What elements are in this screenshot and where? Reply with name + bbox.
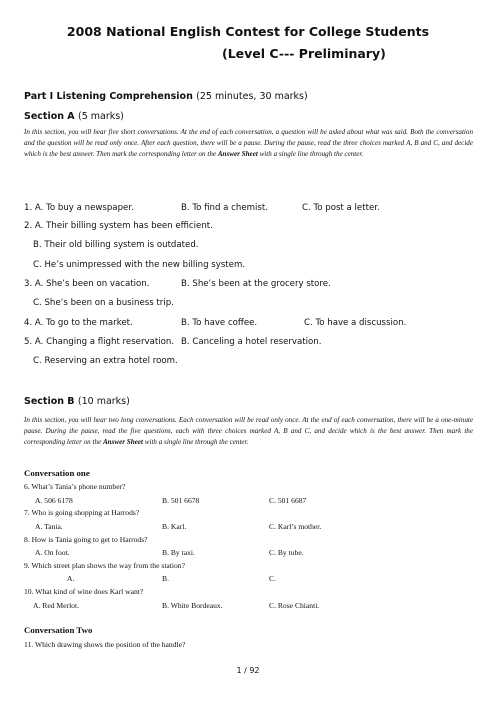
- q8-option-b: B. By taxi.: [162, 548, 195, 557]
- q6-option-b: B. 501 6678: [162, 496, 200, 505]
- document-title: 2008 National English Contest for College Students: [66, 24, 430, 39]
- q9-option-c: C.: [269, 574, 276, 583]
- q10-option-c: C. Rose Chianti.: [269, 601, 320, 610]
- q2-option-b: B. Their old billing system is outdated.: [33, 240, 199, 250]
- q11-question: 11. Which drawing shows the position of the handle?: [24, 640, 186, 649]
- q10-option-b: B. White Bordeaux.: [162, 601, 223, 610]
- q10-option-a: A. Red Merlot.: [33, 601, 79, 610]
- q1-option-a: 1. A. To buy a newspaper.: [24, 203, 134, 213]
- q6-option-a: A. 506 6178: [35, 496, 73, 505]
- part-heading: [24, 91, 308, 102]
- section-a-instructions: In this section, you will hear five short conversations. At the end of each conversation, a question will be asked about what was said. Both the conversation and the question will be read only once. After each question, there will be a pause. During the pause, read the three choices marked A, B and C, and decide which is the best answer. Then mark the corresponding letter on the Answer Sheet with a single line through the center.: [24, 128, 473, 159]
- q7-option-c: C. Karl’s mother.: [269, 522, 322, 531]
- q3-option-c: C. She’s been on a business trip.: [33, 298, 174, 308]
- q7-option-a: A. Tania.: [35, 522, 63, 531]
- section-b-marks: (10 marks): [77, 396, 130, 407]
- q9-option-b: B.: [162, 574, 169, 583]
- q1-option-c: C. To post a letter.: [302, 203, 380, 213]
- section-a-marks: (5 marks): [77, 111, 124, 122]
- answer-sheet-label: Answer Sheet: [102, 438, 143, 447]
- q9-option-a: A.: [67, 574, 75, 583]
- section-b-heading: [24, 396, 130, 407]
- q4-option-c: C. To have a discussion.: [304, 318, 407, 328]
- q6-option-c: C. 501 6687: [269, 496, 307, 505]
- conversation-two-heading: Conversation Two: [24, 625, 93, 635]
- q10-question: 10. What kind of wine does Karl want?: [24, 587, 144, 596]
- q5-option-b: B. Canceling a hotel reservation.: [181, 337, 322, 347]
- q5-option-a: 5. A. Changing a flight reservation.: [24, 337, 175, 347]
- section-a-title: Section A: [24, 111, 75, 122]
- conversation-one-heading: Conversation one: [24, 468, 90, 478]
- q4-option-b: B. To have coffee.: [181, 318, 258, 328]
- part-heading-title: Part I Listening Comprehension: [24, 91, 193, 102]
- q3-option-b: B. She’s been at the grocery store.: [181, 279, 331, 289]
- q2-option-c: C. He’s unimpressed with the new billing system.: [33, 260, 246, 270]
- section-b-title: Section B: [24, 396, 75, 407]
- q7-question: 7. Who is going shopping at Harrods?: [24, 508, 140, 517]
- q4-option-a: 4. A. To go to the market.: [24, 318, 133, 328]
- q2-option-a: 2. A. Their billing system has been efficient.: [24, 221, 213, 231]
- document-subtitle: (Level C--- Preliminary): [222, 46, 386, 61]
- page-number: 1 / 92: [236, 666, 260, 675]
- q5-option-c: C. Reserving an extra hotel room.: [33, 356, 178, 366]
- q8-option-a: A. On foot.: [35, 548, 70, 557]
- q8-option-c: C. By tube.: [269, 548, 304, 557]
- q3-option-a: 3. A. She’s been on vacation.: [24, 279, 150, 289]
- q1-option-b: B. To find a chemist.: [181, 203, 268, 213]
- q8-question: 8. How is Tania going to get to Harrods?: [24, 535, 148, 544]
- q6-question: 6. What’s Tania’s phone number?: [24, 482, 126, 491]
- section-a-heading: [24, 111, 124, 122]
- q7-option-b: B. Karl.: [162, 522, 187, 531]
- section-b-instructions: In this section, you will hear two long conversations. Each conversation will be read only once. At the end of each conversation, there will be a one-minute pause. During the pause, read the five questions, each with three choices marked A, B and C, and decide which is the best answer. Then mark the corresponding letter on the Answer Sheet with a single line through the center.: [24, 416, 473, 447]
- q9-question: 9. Which street plan shows the way from the station?: [24, 561, 185, 570]
- part-heading-note: (25 minutes, 30 marks): [196, 91, 308, 102]
- answer-sheet-label: Answer Sheet: [217, 150, 258, 159]
